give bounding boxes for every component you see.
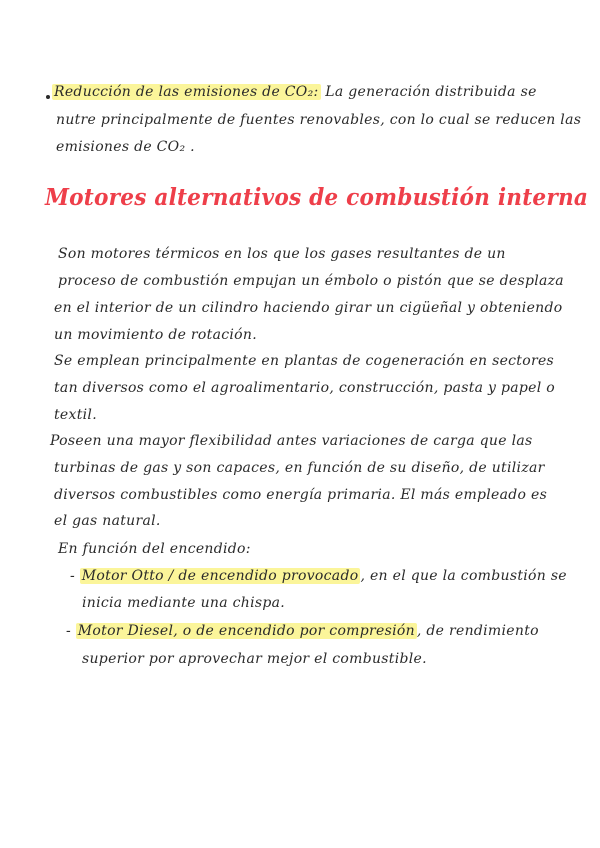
emissions-heading-highlight: Reducción de las emisiones de CO₂:: [54, 84, 319, 100]
diesel-line-2: superior por aprovechar mejor el combustible.: [82, 651, 427, 667]
diesel-dash: -: [66, 623, 76, 639]
bullet-line-3: emisiones de CO₂ .: [56, 139, 195, 155]
paragraph-line: diversos combustibles como energía primaria. El más empleado es: [54, 487, 548, 503]
paragraph-line: Se emplean principalmente en plantas de cogeneración en sectores: [54, 353, 555, 369]
diesel-line-1: [66, 623, 539, 639]
paragraph-line: tan diversos como el agroalimentario, construcción, pasta y papel o: [54, 380, 556, 396]
otto-dash: -: [70, 568, 80, 584]
paragraph-line: Son motores térmicos en los que los gases resultantes de un: [58, 246, 506, 262]
otto-line-1-rest: , en el que la combustión se: [360, 568, 567, 584]
paragraph-line: el gas natural.: [54, 513, 161, 529]
paragraph-line: En función del encendido:: [58, 541, 251, 557]
paragraph-line: textil.: [54, 407, 97, 423]
otto-highlight: Motor Otto / de encendido provocado: [81, 568, 359, 584]
bullet-line-1: [52, 84, 537, 100]
otto-line-2: inicia mediante una chispa.: [82, 595, 286, 611]
diesel-line-1-rest: , de rendimiento: [416, 623, 539, 639]
paragraph-line: un movimiento de rotación.: [54, 327, 257, 343]
otto-line-1: [70, 568, 567, 584]
diesel-highlight: Motor Diesel, o de encendido por compresión: [77, 623, 415, 639]
paragraph-line: proceso de combustión empujan un émbolo o pistón que se desplaza: [58, 273, 564, 289]
section-title: Motores alternativos de combustión interna: [45, 184, 589, 211]
bullet-line-1-rest: La generación distribuida se: [320, 84, 537, 100]
bullet-dot: [46, 95, 50, 99]
paragraph-line: turbinas de gas y son capaces, en función de su diseño, de utilizar: [54, 460, 545, 476]
paragraph-line: en el interior de un cilindro haciendo girar un cigüeñal y obteniendo: [54, 300, 563, 316]
paragraph-line: Poseen una mayor flexibilidad antes variaciones de carga que las: [50, 433, 533, 449]
bullet-line-2: nutre principalmente de fuentes renovables, con lo cual se reducen las: [56, 112, 582, 128]
